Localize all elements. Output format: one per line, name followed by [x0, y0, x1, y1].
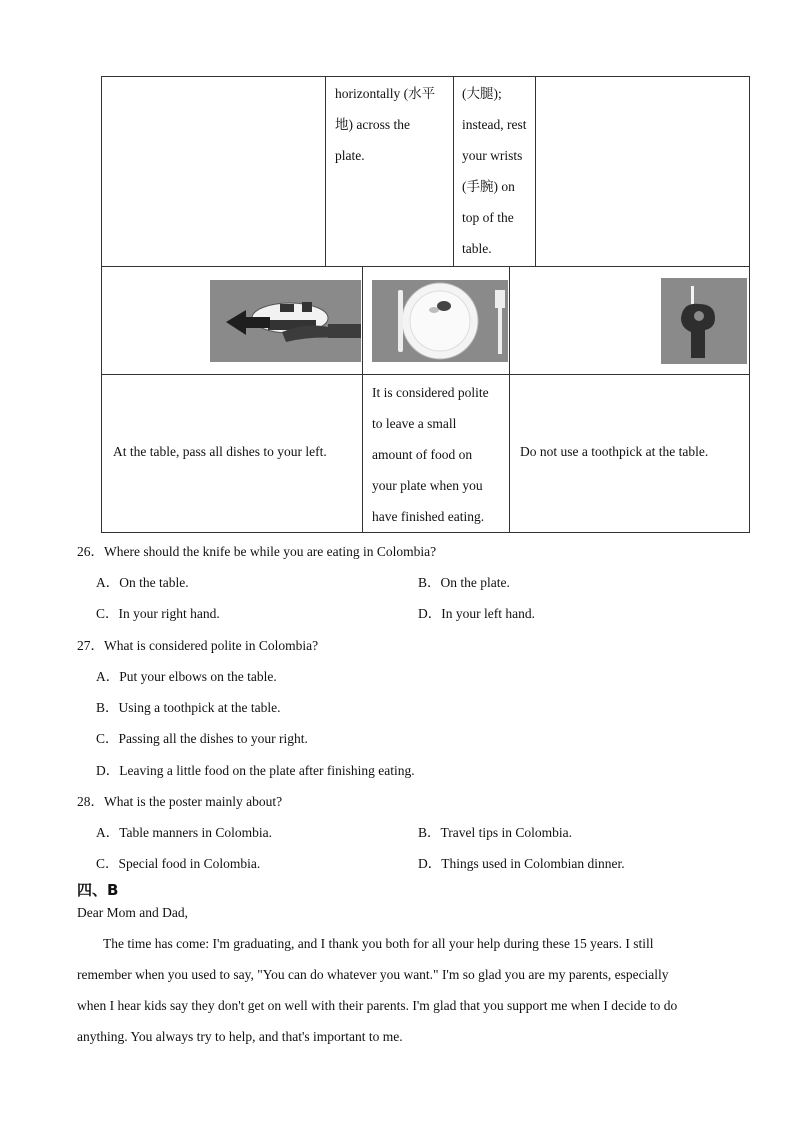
option-d[interactable]: D．Leaving a little food on the plate after finishing eating. — [96, 763, 415, 778]
question-stem — [77, 790, 282, 810]
question-number: 26． — [77, 544, 104, 559]
cell-line: top of the — [462, 210, 514, 225]
caption-middle — [372, 377, 508, 532]
pass-dishes-left-picture — [210, 280, 361, 362]
question-stem — [77, 540, 436, 560]
question-text: Where should the knife be while you are eating in Colombia? — [104, 544, 437, 559]
question-number: 28． — [77, 794, 104, 809]
caption-right: Do not use a toothpick at the table. — [520, 444, 709, 459]
table-row-divider-1 — [101, 266, 750, 267]
cell-line: 地) across the — [335, 117, 410, 132]
table-col-divider-bottom-2 — [509, 266, 510, 532]
table-row-divider-2 — [101, 374, 750, 375]
option-d[interactable]: D．Things used in Colombian dinner. — [418, 856, 625, 871]
option-c[interactable]: C．In your right hand. — [96, 606, 220, 621]
cell-line: horizontally (水平 — [335, 86, 436, 101]
table-col-divider-top-2 — [453, 76, 454, 266]
paragraph-line: remember when you used to say, "You can do whatever you want." I'm so glad you are my parents, especially — [77, 967, 669, 982]
cell-line: (手腕) on — [462, 179, 515, 194]
cell-line: plate. — [335, 148, 365, 163]
option-c[interactable]: C．Passing all the dishes to your right. — [96, 731, 308, 746]
paragraph-line: when I hear kids say they don't get on well with their parents. I'm glad that you support me when I decide to do — [77, 998, 678, 1013]
cell-line: amount of food on — [372, 447, 473, 462]
table-border-left — [101, 76, 102, 533]
section-heading: 四、B — [77, 881, 119, 899]
cell-line: your wrists — [462, 148, 523, 163]
table-col-divider-top-1 — [325, 76, 326, 266]
cell-line: It is considered polite — [372, 385, 489, 400]
top-row-cell-3 — [462, 78, 537, 264]
option-d[interactable]: D．In your left hand. — [418, 606, 535, 621]
top-row-cell-2 — [335, 78, 450, 171]
cell-line: instead, rest — [462, 117, 527, 132]
question-text: What is the poster mainly about? — [104, 794, 283, 809]
option-b[interactable]: B．Using a toothpick at the table. — [96, 700, 281, 715]
cell-line: your plate when you — [372, 478, 483, 493]
cell-line: have finished eating. — [372, 509, 485, 524]
caption-left: At the table, pass all dishes to your left. — [113, 444, 327, 459]
cell-line: (大腿); — [462, 86, 502, 101]
option-a[interactable]: A．Table manners in Colombia. — [96, 825, 273, 840]
option-c[interactable]: C．Special food in Colombia. — [96, 856, 261, 871]
option-b[interactable]: B．On the plate. — [418, 575, 510, 590]
cell-line: to leave a small — [372, 416, 457, 431]
paragraph-line: anything. You always try to help, and that's important to me. — [77, 1029, 403, 1044]
question-stem — [77, 634, 318, 654]
question-text: What is considered polite in Colombia? — [104, 638, 319, 653]
paragraph-line: The time has come: I'm graduating, and I thank you both for all your help during these 15 years. I still — [103, 936, 654, 951]
option-a[interactable]: A．On the table. — [96, 575, 189, 590]
letter-greeting: Dear Mom and Dad, — [77, 905, 188, 920]
table-border-bottom — [101, 532, 750, 533]
option-b[interactable]: B．Travel tips in Colombia. — [418, 825, 573, 840]
option-a[interactable]: A．Put your elbows on the table. — [96, 669, 277, 684]
table-border-right — [749, 76, 750, 533]
table-border-top — [101, 76, 750, 77]
plate-with-leftover-food-picture — [372, 280, 508, 362]
question-number: 27． — [77, 638, 104, 653]
table-col-divider-bottom-1 — [362, 266, 363, 532]
cell-line: table. — [462, 241, 492, 256]
toothpick-picture — [661, 278, 747, 364]
